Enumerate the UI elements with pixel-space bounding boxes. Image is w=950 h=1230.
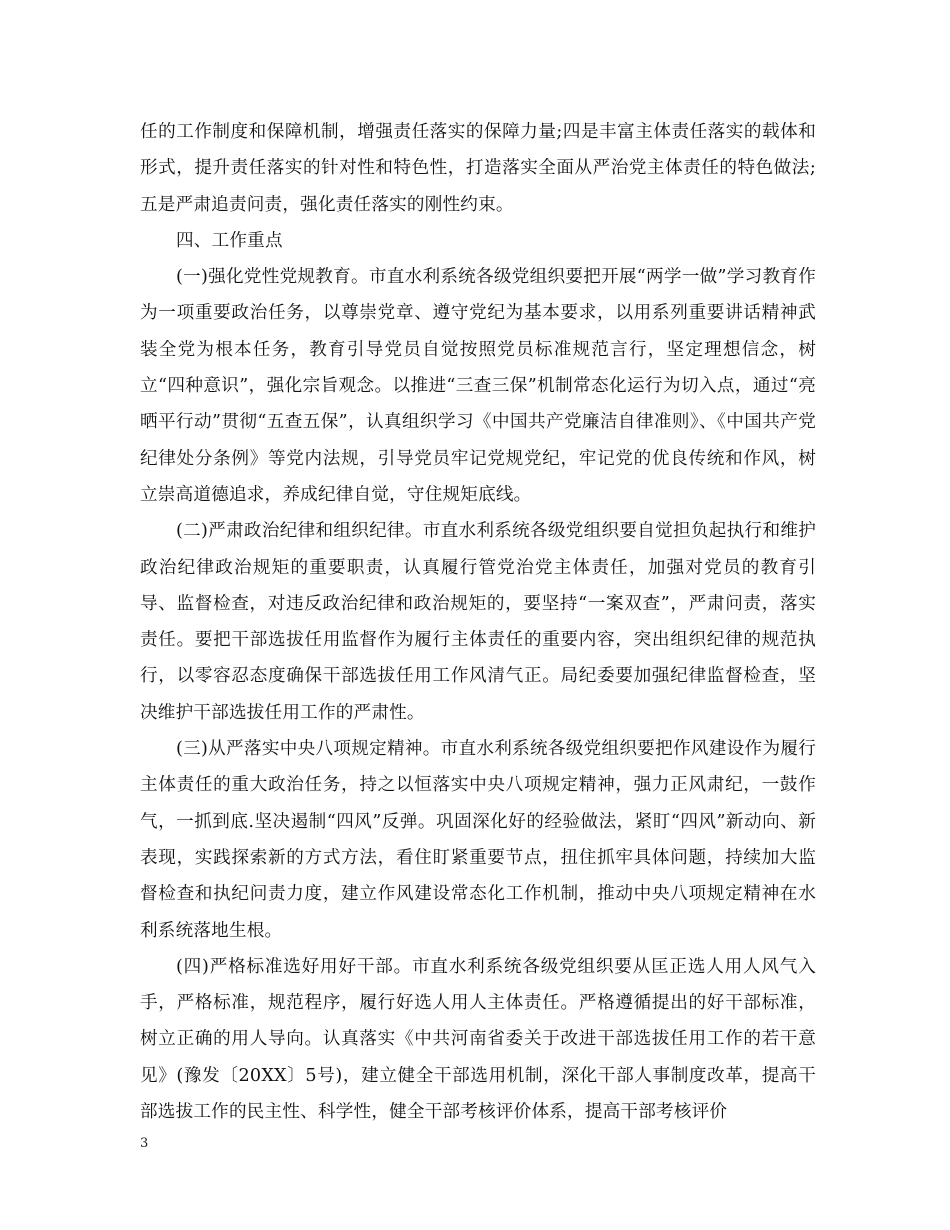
- document-body: [140, 114, 816, 1130]
- paragraph-continuation: 任的工作制度和保障机制，增强责任落实的保障力量;四是丰富主体责任落实的载体和形式，提升责任落实的针对性和特色性，打造落实全面从严治党主体责任的特色做法;五是严肃追责问责，强化责任落实的刚性约束。: [140, 122, 816, 215]
- paragraph-item-1: (一)强化党性党规教育。市直水利系统各级党组织要把开展“两学一做”学习教育作为一项重要政治任务，以尊崇党章、遵守党纪为基本要求，以用系列重要讲话精神武装全党为根本任务，教育引导党员自觉按照党员标准规范言行，坚定理想信念，树立“四种意识”，强化宗旨观念。以推进“三查三保”机制常态化运行为切入点，通过“亮晒平行动”贯彻“五查五保”，认真组织学习《中国共产党廉洁自律准则》、《中国共产党纪律处分条例》等党内法规，引导党员牢记党规党纪，牢记党的优良传统和作风，树立崇高道德追求，养成纪律自觉，守住规矩底线。: [140, 267, 816, 505]
- paragraph-item-4: (四)严格标准选好用好干部。市直水利系统各级党组织要从匡正选人用人风气入手，严格标准，规范程序，履行好选人用人主体责任。严格遵循提出的好干部标准，树立正确的用人导向。认真落实《中共河南省委关于改进干部选拔任用工作的若干意见》(豫发〔20XX〕5号)，建立健全干部选用机制，深化干部人事制度改革，提高干部选拔工作的民主性、科学性，健全干部考核评价体系，提高干部考核评价: [140, 956, 816, 1123]
- page-number: 3: [140, 1136, 149, 1151]
- section-heading-work-priorities: 四、工作重点: [176, 230, 283, 251]
- paragraph-item-2: (二)严肃政治纪律和组织纪律。市直水利系统各级党组织要自觉担负起执行和维护政治纪律政治规矩的重要职责，认真履行管党治党主体责任，加强对党员的教育引导、监督检查，对违反政治纪律和政治规矩的，要坚持“一案双查”，严肃问责，落实责任。要把干部选拔任用监督作为履行主体责任的重要内容，突出组织纪律的规范执行，以零容忍态度确保干部选拔任用工作风清气正。局纪委要加强纪律监督检查，坚决维护干部选拔任用工作的严肃性。: [140, 521, 816, 723]
- paragraph-item-3: (三)从严落实中央八项规定精神。市直水利系统各级党组织要把作风建设作为履行主体责任的重大政治任务，持之以恒落实中央八项规定精神，强力正风肃纪，一鼓作气，一抓到底.坚决遏制“四风”反弹。巩固深化好的经验做法，紧盯“四风”新动向、新表现，实践探索新的方式方法，看住盯紧重要节点，扭住抓牢具体问题，持续加大监督检查和执纪问责力度，建立作风建设常态化工作机制，推动中央八项规定精神在水利系统落地生根。: [140, 739, 816, 941]
